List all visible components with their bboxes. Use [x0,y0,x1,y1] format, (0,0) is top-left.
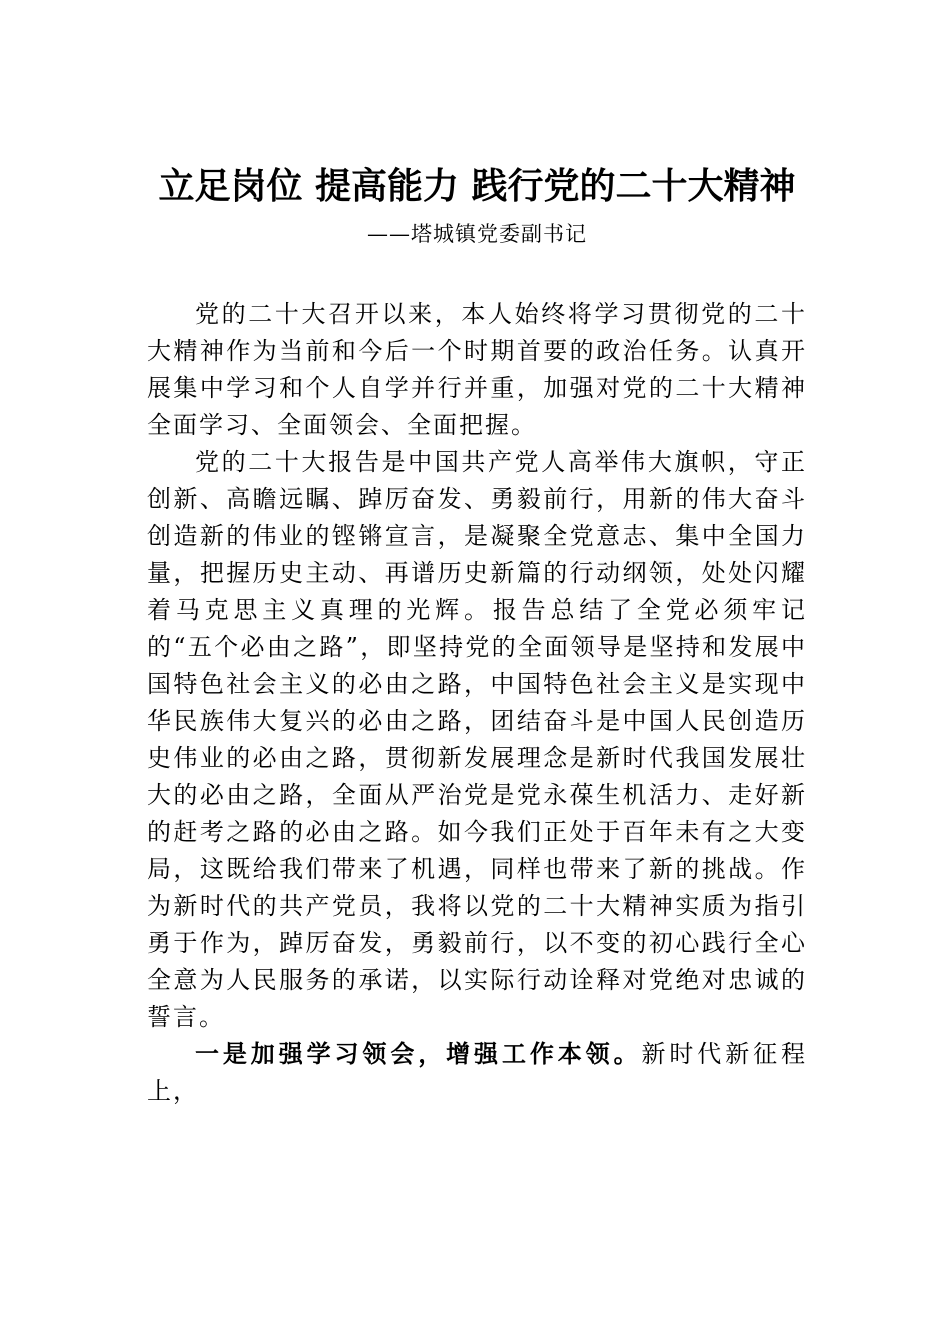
paragraph: 党的二十大报告是中国共产党人高举伟大旗帜，守正创新、高瞻远瞩、踔厉奋发、勇毅前行，用新的伟大奋斗创造新的伟业的铿锵宣言，是凝聚全党意志、集中全国力量，把握历史主动、再谱历史新篇的行动纲领，处处闪耀着马克思主义真理的光辉。报告总结了全党必须牢记的“五个必由之路”，即坚持党的全面领导是坚持和发展中国特色社会主义的必由之路，中国特色社会主义是实现中华民族伟大复兴的必由之路，团结奋斗是中国人民创造历史伟业的必由之路，贯彻新发展理念是新时代我国发展壮大的必由之路，全面从严治党是党永葆生机活力、走好新的赶考之路的必由之路。如今我们正处于百年未有之大变局，这既给我们带来了机遇，同样也带来了新的挑战。作为新时代的共产党员，我将以党的二十大精神实质为指引勇于作为，踔厉奋发，勇毅前行，以不变的初心践行全心全意为人民服务的承诺，以实际行动诠释对党绝对忠诚的誓言。 [147,448,807,1031]
document-page [147,160,807,1110]
document-subtitle: ——塔城镇党委副书记 [367,222,587,246]
section-one-lead: 一是加强学习领会，增强工作本领。 [195,1040,642,1068]
section-one-paragraph [147,1036,807,1110]
document-body [147,296,807,1110]
document-title: 立足岗位 提高能力 践行党的二十大精神 [158,165,796,207]
paragraph: 党的二十大召开以来，本人始终将学习贯彻党的二十大精神作为当前和今后一个时期首要的政治任务。认真开展集中学习和个人自学并行并重，加强对党的二十大精神全面学习、全面领会、全面把握。 [147,300,807,439]
section-one-text: 新时代新征程上， [147,1040,808,1105]
